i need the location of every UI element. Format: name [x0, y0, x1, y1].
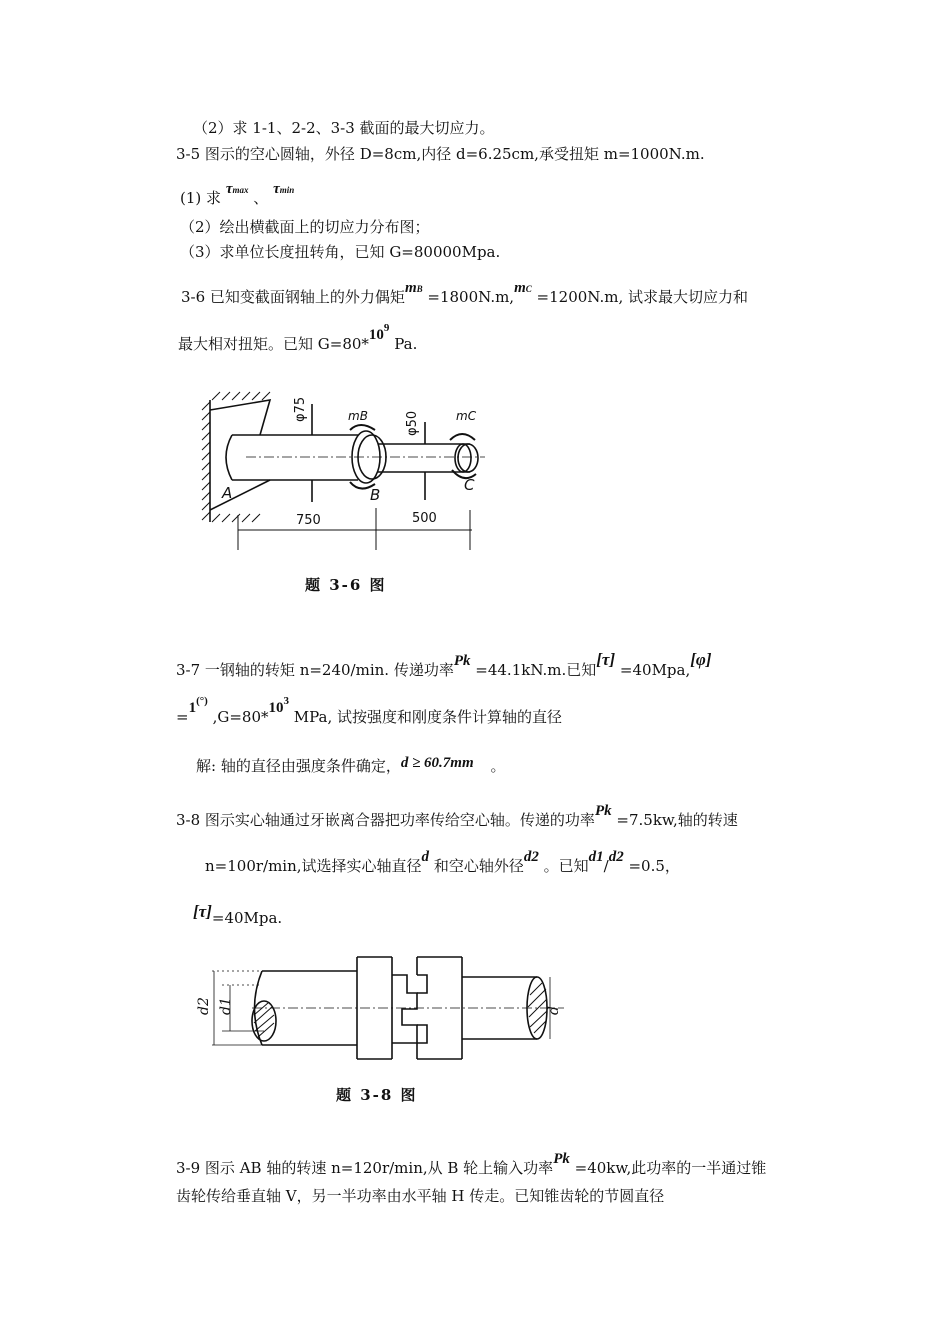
phi-allow-symbol: [φ] — [690, 650, 712, 669]
solution-line: 解: 轴的直径由强度条件确定，d ≥ 60.7mm 。 — [196, 755, 506, 775]
point-B-label: B — [370, 486, 381, 504]
d2-symbol: d2 — [608, 849, 624, 865]
mC-label: mC — [456, 409, 477, 423]
text-line: （2）绘出横截面上的切应力分布图； — [180, 218, 430, 236]
length-500-label: 500 — [412, 511, 437, 526]
Pk-symbol: Pk — [453, 653, 471, 669]
d2-symbol: d2 — [523, 849, 539, 865]
Pk-symbol: Pk — [553, 1151, 570, 1167]
mB-label: mB — [348, 409, 368, 423]
text-line: (1) 求 τmax 、 τmin — [180, 181, 295, 207]
text-line: （3）求单位长度扭转角，已知 G=80000Mpa. — [180, 243, 501, 261]
tau-min-symbol: τmin — [273, 181, 295, 197]
mC-symbol: mC — [514, 280, 532, 296]
d1-symbol: d1 — [588, 849, 604, 865]
d-symbol: d — [421, 849, 430, 865]
text-line: 最大相对扭矩。已知 $G=80*10^9$ Pa. — [178, 322, 418, 353]
text-line: n=100r/min,试选择实心轴直径d 和空心轴外径d2 。已知d1/d2 =0.5， — [205, 849, 680, 875]
dim-phi50-label: φ50 — [405, 410, 420, 436]
dim-phi75-label: φ75 — [293, 396, 308, 422]
ten-power: $10^3$ — [268, 695, 289, 716]
text-line: （2）求 1-1、2-2、3-3 截面的最大切应力。 — [193, 119, 495, 137]
text-line: [τ]=40Mpa. — [193, 902, 283, 927]
point-A-label: A — [222, 484, 233, 502]
tau-max-symbol: τmax — [225, 181, 249, 197]
tau-allow-symbol: [τ] — [193, 902, 212, 921]
d2-dim-label: d2 — [196, 997, 212, 1015]
one-degree: 1(°) — [188, 695, 208, 716]
problem-3-8-heading: 3-8 图示实心轴通过牙嵌离合器把功率传给空心轴。传递的功率Pk =7.5kw,轴的转速 — [176, 803, 738, 829]
problem-3-9-heading: 3-9 图示 AB 轴的转速 n=120r/min,从 B 轮上输入功率Pk =40kw,此功率的一半通过锥 — [176, 1151, 767, 1177]
text-line: =1(°) $,G=80*10^3$ MPa, 试按强度和刚度条件计算轴的直径 — [176, 695, 563, 726]
figure-3-6-stepped-shaft — [200, 390, 490, 555]
d-result-formula: d ≥ 60.7mm — [400, 755, 474, 771]
point-C-label: C — [464, 476, 475, 494]
d-dim-label: d — [546, 1006, 562, 1015]
figure-3-8-caption: 题 3-8 图 — [336, 1086, 418, 1104]
problem-3-7-heading: 3-7 一钢轴的转矩 n=240/min. 传递功率Pk =44.1kN.m.已知[τ] =40Mpa,[φ] — [176, 650, 712, 679]
d1-dim-label: d1 — [218, 997, 234, 1015]
length-750-label: 750 — [296, 513, 321, 528]
ten-power: $10^9$ — [368, 322, 390, 343]
figure-3-6-caption: 题 3-6 图 — [305, 576, 387, 594]
figure-3-8-jaw-clutch — [192, 955, 572, 1065]
problem-3-6-heading: 3-6 已知变截面钢轴上的外力偶矩mB =1800N.m,mC =1200N.m, 试求最大切应力和 — [181, 280, 748, 306]
Pk-symbol: Pk — [594, 803, 612, 819]
mB-symbol: mB — [404, 280, 423, 296]
problem-3-5-heading: 3-5 图示的空心圆轴，外径 D=8cm,内径 d=6.25cm,承受扭矩 m=1000N.m. — [176, 145, 705, 163]
tau-allow-symbol: [τ] — [596, 650, 616, 669]
text-line: 齿轮传给垂直轴 V，另一半功率由水平轴 H 传走。已知锥齿轮的节圆直径 — [176, 1187, 665, 1205]
